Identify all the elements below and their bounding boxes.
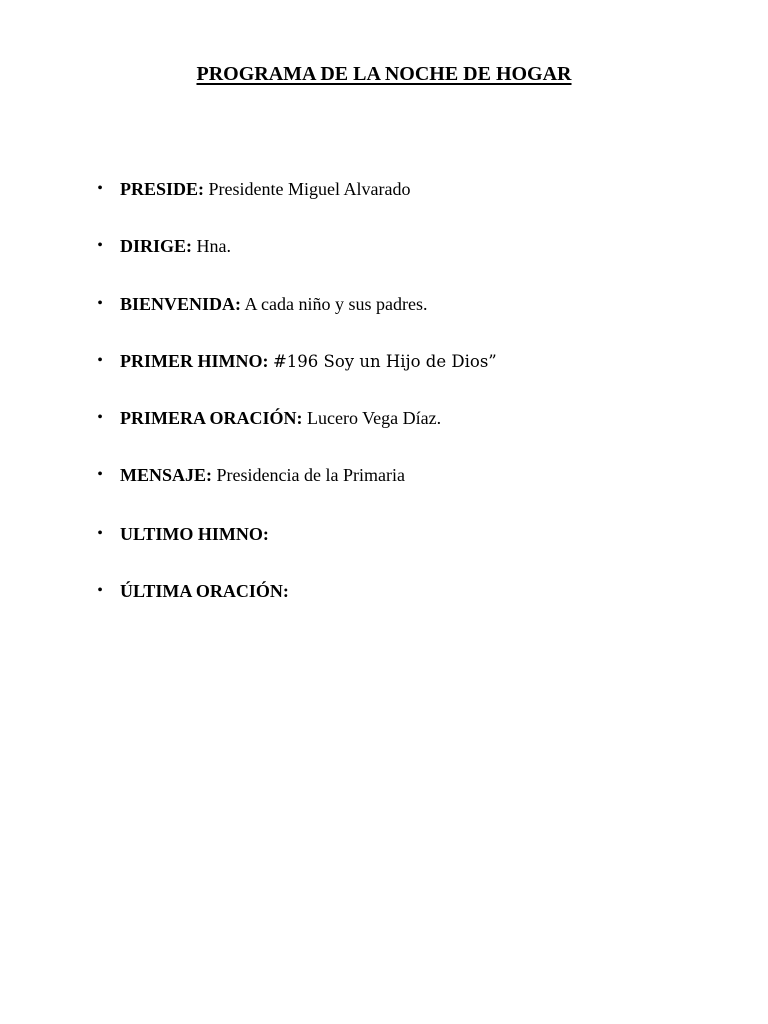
item-label: MENSAJE: [120,465,213,485]
bullet-icon: • [97,466,103,483]
item-text [120,463,405,487]
bullet-icon: • [97,525,103,542]
bullet-icon: • [97,237,103,254]
item-value: Lucero Vega Díaz. [307,408,442,428]
list-item-bienvenida [0,292,700,316]
item-text [120,406,441,430]
bullet-icon: • [97,582,103,599]
item-text [120,349,497,374]
item-value: A cada niño y sus padres. [244,294,428,314]
bullet-icon: • [97,295,103,312]
item-text [120,579,289,603]
bullet-icon: • [97,352,103,369]
list-item-mensaje [0,463,700,487]
list-item-primer-himno [0,349,700,373]
item-text [120,522,269,546]
item-value: Presidente Miguel Alvarado [208,179,411,199]
item-label: ULTIMO HIMNO: [120,524,269,544]
item-label: PRIMER HIMNO: [120,351,269,371]
item-label: PRESIDE: [120,179,205,199]
list-item-preside [0,177,700,201]
item-value: Hna. [196,236,232,256]
item-label: BIENVENIDA: [120,294,242,314]
list-item-ultimo-himno [0,522,700,546]
bullet-icon: • [97,409,103,426]
page-title [0,61,768,87]
bullet-icon: • [97,180,103,197]
item-label: PRIMERA ORACIÓN: [120,408,303,428]
list-item-ultima-oracion [0,579,700,603]
page-title-text: PROGRAMA DE LA NOCHE DE HOGAR [196,63,572,85]
list-item-dirige [0,234,700,258]
item-value: Presidencia de la Primaria [216,465,405,485]
item-text [120,234,231,258]
item-text [120,292,428,316]
item-label: DIRIGE: [120,236,193,256]
list-item-primera-oracion [0,406,700,430]
item-value: #196 Soy un Hijo de Dios” [272,352,497,371]
item-text [120,177,410,201]
item-label: ÚLTIMA ORACIÓN: [120,581,289,601]
